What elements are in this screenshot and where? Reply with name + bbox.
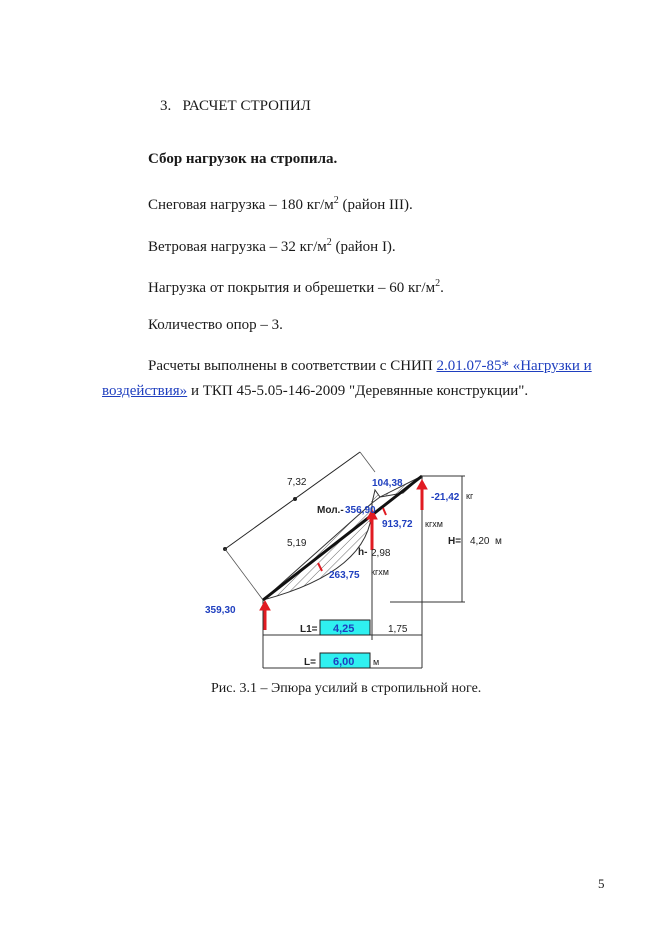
wind-load-text: Ветровая нагрузка – 32 кг/м xyxy=(148,239,327,255)
snow-load-line xyxy=(148,191,413,215)
tkp-text: и ТКП 45-5.05-146-2009 "Деревянные конструкции". xyxy=(187,383,529,399)
support-moment-mark xyxy=(383,508,386,515)
snow-load-sup: 2 xyxy=(333,195,339,206)
lower-length-label: 5,19 xyxy=(287,538,307,549)
roof-load-end: . xyxy=(440,280,444,296)
snow-load-region: (район III). xyxy=(338,197,413,213)
rafter-diagram xyxy=(200,435,502,675)
mop-label: Мол.- xyxy=(317,505,344,516)
moment-span-value: 263,75 xyxy=(329,570,360,581)
unit-kgm-label: кгхм xyxy=(425,519,443,529)
L1-label: L1= xyxy=(300,624,318,635)
L1-value: 4,25 xyxy=(333,623,355,635)
section-number: 3. xyxy=(160,98,172,114)
loads-heading: Сбор нагрузок на стропила. xyxy=(148,151,338,167)
unit-m-label: м xyxy=(495,536,502,547)
roof-load-line xyxy=(148,274,444,298)
norms-paragraph-line1 xyxy=(148,356,592,376)
L-value: 6,00 xyxy=(333,656,355,668)
left-arrowhead xyxy=(260,601,270,610)
figure-caption: Рис. 3.1 – Эпюра усилий в стропильной ноге. xyxy=(211,681,482,696)
dim-extension-right xyxy=(360,452,375,472)
snip-link-cont[interactable]: воздействия» xyxy=(102,383,188,399)
right-arrowhead xyxy=(417,480,427,489)
wind-load-line xyxy=(148,233,396,257)
H-value: 4,20 xyxy=(470,536,490,547)
h-value: 2,98 xyxy=(371,548,391,559)
dim-tick-mid xyxy=(293,497,297,501)
moment-diagram-support xyxy=(372,490,380,503)
left-reaction-label: 359,30 xyxy=(205,605,236,616)
H-label: H= xyxy=(448,536,462,547)
unit-kgm2-label: кгхм xyxy=(371,567,389,577)
mop-value: 356,90 xyxy=(345,505,376,516)
supports-line: Количество опор – 3. xyxy=(148,317,283,333)
L-label: L= xyxy=(304,657,316,668)
roof-load-sup: 2 xyxy=(435,278,441,289)
unit-kg-label: кг xyxy=(466,491,474,501)
snow-load-text: Снеговая нагрузка – 180 кг/м xyxy=(148,197,334,213)
norms-text: Расчеты выполнены в соответствии с СНИП xyxy=(148,358,437,374)
right-length-label: 1,75 xyxy=(388,624,408,635)
wind-load-sup: 2 xyxy=(326,237,332,248)
top-reaction-label: 104,38 xyxy=(372,478,403,489)
section-title xyxy=(160,96,311,116)
top-length-label: 7,32 xyxy=(287,477,307,488)
h-label: h- xyxy=(358,547,368,558)
section-title-text: РАСЧЕТ СТРОПИЛ xyxy=(182,98,311,114)
wind-load-region: (район I). xyxy=(331,239,396,255)
roof-load-text: Нагрузка от покрытия и обрешетки – 60 кг/м xyxy=(148,280,436,296)
right-force-label: -21,42 xyxy=(431,492,460,503)
page-number: 5 xyxy=(598,876,605,891)
unit-m2-label: м xyxy=(373,657,380,667)
norms-paragraph-line2 xyxy=(102,381,528,401)
moment-top-value: 913,72 xyxy=(382,519,413,530)
dim-extension-left xyxy=(225,549,263,600)
snip-link[interactable]: 2.01.07-85* «Нагрузки и xyxy=(436,358,592,374)
